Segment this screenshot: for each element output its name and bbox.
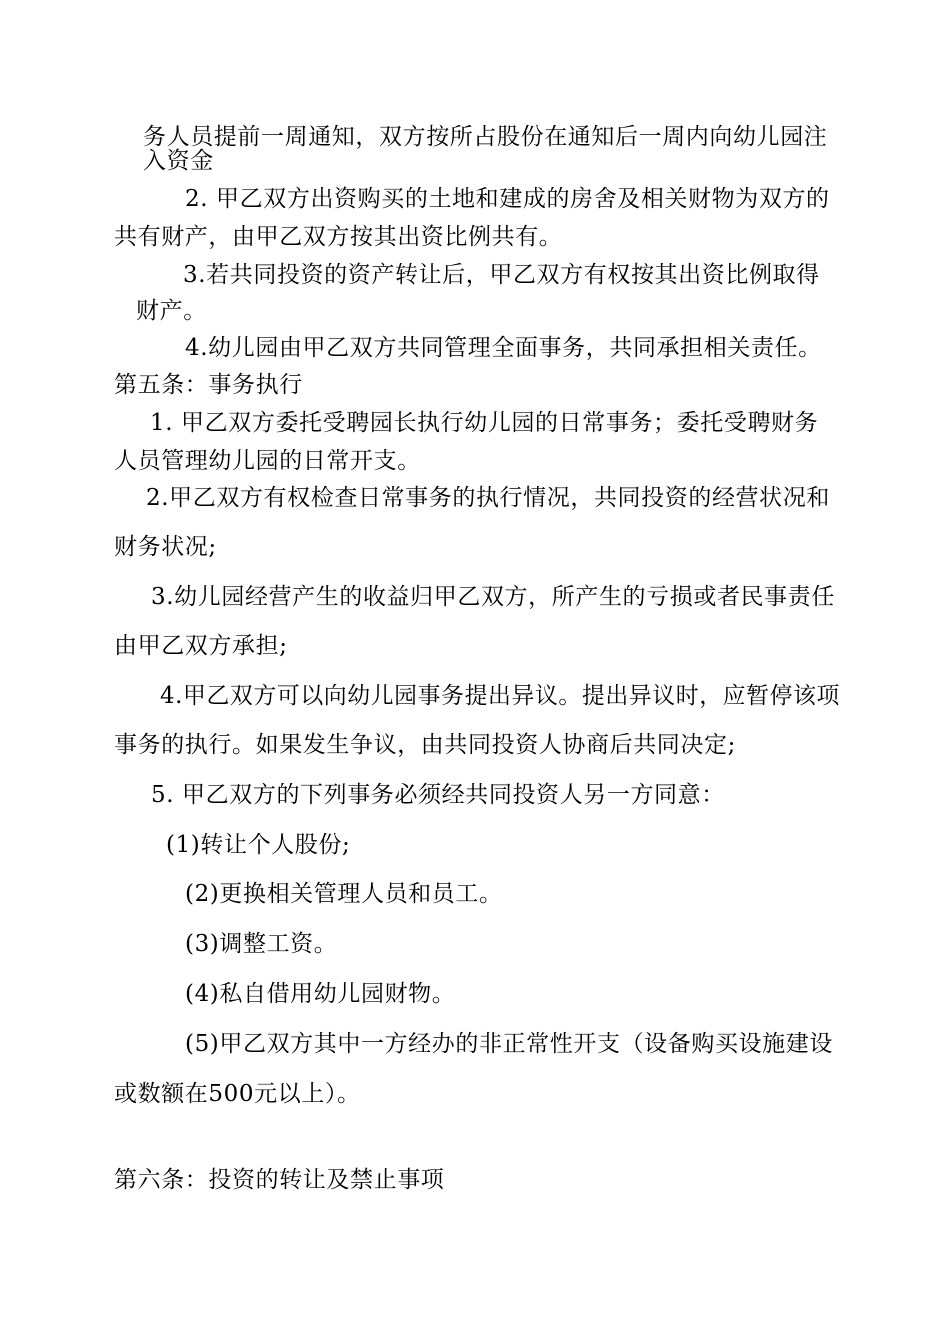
text-line-7: 4.幼儿园由甲乙双方共同管理全面事务，共同承担相关责任。 <box>185 335 822 361</box>
text-line-9: 1. 甲乙双方委托受聘园长执行幼儿园的日常事务；委托受聘财务 <box>150 410 819 436</box>
text-line-5: 3.若共同投资的资产转让后，甲乙双方有权按其出资比例取得 <box>183 262 820 288</box>
text-line-11: 2.甲乙双方有权检查日常事务的执行情况，共同投资的经营状况和 <box>146 485 830 511</box>
text-line-16: 事务的执行。如果发生争议，由共同投资人协商后共同决定; <box>114 732 736 758</box>
text-line-10: 人员管理幼儿园的日常开支。 <box>114 448 421 474</box>
section-heading-6: 第六条：投资的转让及禁止事项 <box>114 1167 445 1193</box>
list-item-2: (2)更换相关管理人员和员工。 <box>185 881 503 907</box>
text-line-12: 财务状况; <box>114 534 217 560</box>
text-line-4: 共有财产，由甲乙双方按其出资比例共有。 <box>114 224 563 250</box>
text-line-3: 2. 甲乙双方出资购买的土地和建成的房舍及相关财物为双方的 <box>185 186 830 212</box>
text-line-2: 入资金 <box>143 148 214 174</box>
text-line-23: 或数额在500元以上）。 <box>114 1081 361 1107</box>
list-item-4: (4)私自借用幼儿园财物。 <box>185 981 456 1007</box>
text-line-14: 由甲乙双方承担; <box>114 633 288 659</box>
text-line-6: 财产。 <box>136 298 207 324</box>
list-item-3: (3)调整工资。 <box>185 931 338 957</box>
text-line-15: 4.甲乙双方可以向幼儿园事务提出异议。提出异议时，应暂停该项 <box>160 683 840 709</box>
text-line-1: 务人员提前一周通知，双方按所占股份在通知后一周内向幼儿园注 <box>143 124 828 150</box>
text-line-13: 3.幼儿园经营产生的收益归甲乙双方，所产生的亏损或者民事责任 <box>151 584 835 610</box>
list-item-5: (5)甲乙双方其中一方经办的非正常性开支（设备购买设施建设 <box>185 1031 833 1057</box>
list-item-1: (1)转让个人股份; <box>166 832 351 858</box>
text-line-17: 5. 甲乙双方的下列事务必须经共同投资人另一方同意： <box>151 782 725 808</box>
section-heading-5: 第五条：事务执行 <box>114 372 303 398</box>
